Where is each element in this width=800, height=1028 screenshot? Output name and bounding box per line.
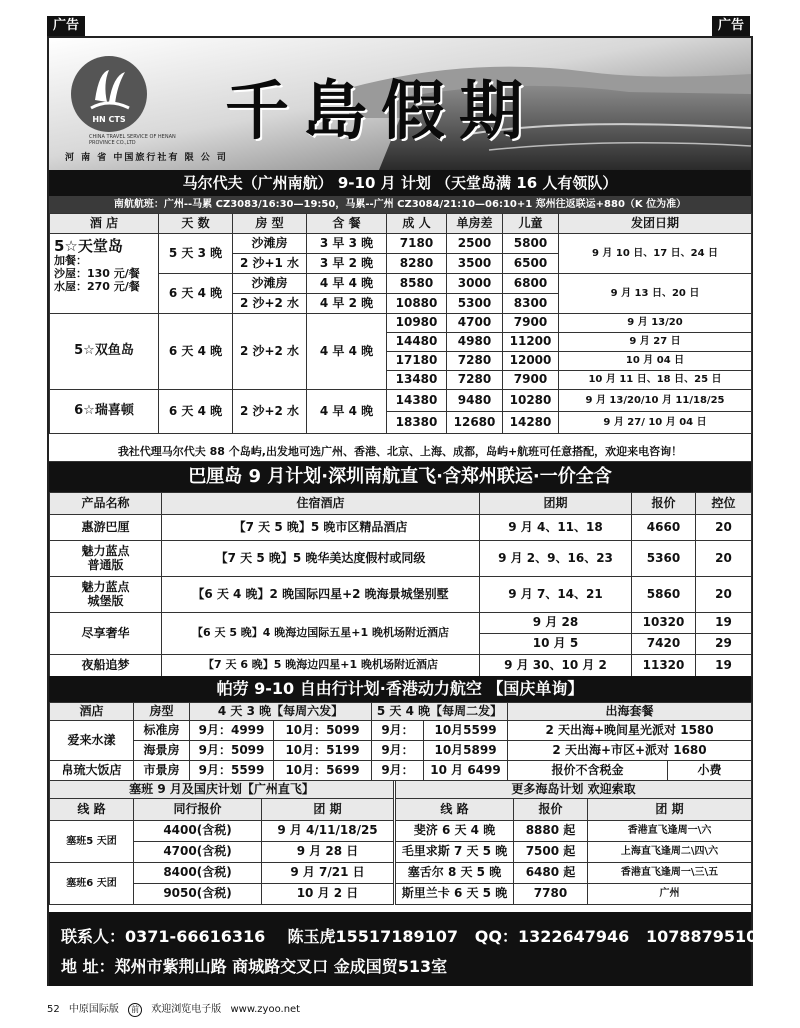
table-row — [50, 761, 752, 781]
table-cell: 6☆瑞喜顿 — [50, 390, 159, 434]
table-cell: 儿童 — [503, 214, 559, 234]
table-cell: 4 早 2 晚 — [307, 294, 387, 314]
table-cell: 9 月 2、9、16、23 — [480, 541, 632, 577]
table-cell: 团 期 — [262, 799, 394, 821]
table-cell: 帛琉大饭店 — [50, 761, 134, 781]
logo-subtitle: CHINA TRAVEL SERVICE OF HENAN PROVINCE CO.,LTD — [89, 134, 176, 146]
company-name: 河 南 省 中国旅行社有 限 公 司 — [65, 153, 228, 163]
hero-title: 千島假期 — [225, 74, 537, 149]
table-cell: 11200 — [503, 333, 559, 352]
table-cell: 10320 — [632, 613, 696, 634]
table-cell: 3000 — [447, 274, 503, 294]
table-cell: 6800 — [503, 274, 559, 294]
table-cell: 6 天 4 晚 — [159, 274, 233, 314]
table-cell: 4 天 3 晚【每周六发】 — [190, 703, 372, 721]
table-cell: 9 月 27/ 10 月 04 日 — [559, 412, 752, 434]
table-cell: 9480 — [447, 390, 503, 412]
badge-icon: 前 — [128, 1003, 142, 1017]
table-cell: 5 天 3 晚 — [159, 234, 233, 274]
table-cell: 20 — [696, 577, 752, 613]
table-cell: 2 沙+2 水 — [233, 294, 307, 314]
contact-phone[interactable]: 0371-66616316 — [125, 927, 266, 946]
table-cell: 12000 — [503, 352, 559, 371]
table-cell: 塞舌尔 8 天 5 晚 — [396, 863, 514, 884]
table-cell: 9 月 7/21 日 — [262, 863, 394, 884]
table-cell: 13480 — [387, 371, 447, 390]
table-cell: 香港直飞逢周一\六 — [588, 821, 752, 842]
table-cell: 团 期 — [588, 799, 752, 821]
maldives-flight: 南航航班：广州--马累 CZ3083/16:30—19:50，马累--广州 CZ3084/21:10—06:10+1 郑州往返联运+880（K 位为准） — [49, 196, 751, 213]
table-cell: 【7 天 6 晚】5 晚海边四星+1 晚机场附近酒店 — [162, 655, 480, 677]
table-cell: 6 天 4 晚 — [159, 314, 233, 390]
table-cell: 8880 起 — [514, 821, 588, 842]
table-row — [50, 541, 752, 577]
table-cell: 9月： — [372, 761, 424, 781]
website-link[interactable]: www.zyoo.net — [230, 1004, 301, 1015]
table-cell: 4 早 4 晚 — [307, 274, 387, 294]
table-cell: 7280 — [447, 371, 503, 390]
table-cell: 5☆双鱼岛 — [50, 314, 159, 390]
table-header-row — [396, 799, 752, 821]
table-cell: 9 月 10 日、17 日、24 日 — [559, 234, 752, 274]
table-row — [396, 863, 752, 884]
table-cell: 9月：4999 — [190, 721, 274, 741]
table-cell: 爱来水漾 — [50, 721, 134, 761]
logo-text: HN CTS — [92, 115, 126, 124]
table-cell: 斐济 6 天 4 晚 — [396, 821, 514, 842]
table-cell: 酒 店 — [50, 214, 159, 234]
table-cell: 发团日期 — [559, 214, 752, 234]
table-cell: 20 — [696, 541, 752, 577]
table-cell: 10 月 2 日 — [262, 884, 394, 905]
table-header-row — [50, 703, 752, 721]
table-cell: 6 天 4 晚 — [159, 390, 233, 434]
table-cell: 3 早 3 晚 — [307, 234, 387, 254]
table-cell: 塞班5 天团 — [50, 821, 134, 863]
table-cell: 房 型 — [233, 214, 307, 234]
table-cell: 小费 — [668, 761, 752, 781]
table-cell: 10 月 11 日、18 日、25 日 — [559, 371, 752, 390]
ad-label-left: 广告 — [47, 16, 85, 36]
table-row — [50, 515, 752, 541]
table-cell: 9 月 4/11/18/25 — [262, 821, 394, 842]
table-cell: 3 早 2 晚 — [307, 254, 387, 274]
table-cell: 4700 — [447, 314, 503, 333]
hotel-paradise: 5☆天堂岛 加餐： 沙屋：130 元/餐 水屋：270 元/餐 — [50, 234, 159, 314]
table-cell: 19 — [696, 613, 752, 634]
table-cell: 9 月 28 日 — [262, 842, 394, 863]
table-row — [396, 821, 752, 842]
table-cell: 10 月 04 日 — [559, 352, 752, 371]
table-cell: 10月：5099 — [274, 721, 372, 741]
table-cell: 标准房 — [134, 721, 190, 741]
table-cell: 6500 — [503, 254, 559, 274]
more-islands-table — [395, 780, 752, 905]
table-cell: 惠游巴厘 — [50, 515, 162, 541]
palau-table — [49, 702, 752, 781]
table-cell: 同行报价 — [134, 799, 262, 821]
table-cell: 4660 — [632, 515, 696, 541]
table-cell: 毛里求斯 7 天 5 晚 — [396, 842, 514, 863]
table-cell: 10月：5699 — [274, 761, 372, 781]
table-cell: 10月5899 — [424, 741, 508, 761]
maldives-table — [49, 213, 752, 434]
table-cell: 4 早 4 晚 — [307, 314, 387, 390]
table-cell: 产品名称 — [50, 493, 162, 515]
table-cell: 10月5599 — [424, 721, 508, 741]
table-cell: 9 月 27 日 — [559, 333, 752, 352]
table-cell: 控位 — [696, 493, 752, 515]
table-cell: 3500 — [447, 254, 503, 274]
table-cell: 14480 — [387, 333, 447, 352]
table-cell: 14380 — [387, 390, 447, 412]
table-row — [396, 842, 752, 863]
table-cell: 4980 — [447, 333, 503, 352]
ad-label-right: 广告 — [712, 16, 750, 36]
table-cell: 塞班6 天团 — [50, 863, 134, 905]
table-cell: 9 月 30、10 月 2 — [480, 655, 632, 677]
table-cell: 市景房 — [134, 761, 190, 781]
table-header-row — [50, 214, 752, 234]
table-cell: 海景房 — [134, 741, 190, 761]
address-line: 地 址：郑州市紫荆山路 商城路交叉口 金成国贸513室 — [61, 957, 448, 976]
table-cell: 团期 — [480, 493, 632, 515]
table-cell: 9月：5599 — [190, 761, 274, 781]
table-cell: 7420 — [632, 634, 696, 655]
table-cell: 住宿酒店 — [162, 493, 480, 515]
table-cell: 8400(含税) — [134, 863, 262, 884]
table-cell: 线 路 — [396, 799, 514, 821]
palau-title: 帕劳 9-10 自由行计划·香港动力航空 【国庆单询】 — [49, 676, 751, 702]
table-cell: 魅力蓝点 普通版 — [50, 541, 162, 577]
table-cell: 20 — [696, 515, 752, 541]
table-cell: 4700(含税) — [134, 842, 262, 863]
table-header-row — [50, 493, 752, 515]
table-cell: 9 月 13 日、20 日 — [559, 274, 752, 314]
table-cell: 香港直飞逢周一\三\五 — [588, 863, 752, 884]
table-cell: 成 人 — [387, 214, 447, 234]
table-cell: 房型 — [134, 703, 190, 721]
table-cell: 9050(含税) — [134, 884, 262, 905]
table-row — [50, 314, 752, 333]
table-cell: 10月：5199 — [274, 741, 372, 761]
table-cell: 2 天出海+晚间星光派对 1580 — [508, 721, 752, 741]
table-cell: 【6 天 4 晚】2 晚国际四星+2 晚海景城堡别墅 — [162, 577, 480, 613]
table-row — [50, 863, 394, 884]
table-cell: 7280 — [447, 352, 503, 371]
table-cell: 2 天出海+市区+派对 1680 — [508, 741, 752, 761]
table-cell: 11320 — [632, 655, 696, 677]
table-cell: 9月： — [372, 741, 424, 761]
table-cell: 9 月 13/20 — [559, 314, 752, 333]
table-cell: 10 月 6499 — [424, 761, 508, 781]
qq-1: 1322647946 — [517, 927, 630, 946]
table-cell: 报价不含税金 — [508, 761, 668, 781]
table-row — [396, 781, 752, 799]
table-cell: 6480 起 — [514, 863, 588, 884]
bali-title: 巴厘岛 9 月计划·深圳南航直飞·含郑州联运·一价全含 — [49, 462, 751, 492]
table-row — [50, 390, 752, 412]
table-row — [50, 781, 394, 799]
table-cell: 8300 — [503, 294, 559, 314]
table-cell: 9 月 7、14、21 — [480, 577, 632, 613]
table-cell: 2500 — [447, 234, 503, 254]
table-cell: 4400(含税) — [134, 821, 262, 842]
table-cell: 天 数 — [159, 214, 233, 234]
table-cell: 上海直飞逢周二\四\六 — [588, 842, 752, 863]
table-cell: 4 早 4 晚 — [307, 390, 387, 434]
table-cell: 5860 — [632, 577, 696, 613]
table-cell: 5300 — [447, 294, 503, 314]
table-cell: 塞班 9 月及国庆计划【广州直飞】 — [50, 781, 394, 799]
page-number: 52 — [47, 1004, 60, 1015]
table-row — [50, 721, 752, 741]
maldives-note: 我社代理马尔代夫 88 个岛屿,出发地可选广州、香港、北京、上海、成都，岛屿+航班可任意搭配，欢迎来电咨询！ — [49, 442, 751, 462]
table-cell: 18380 — [387, 412, 447, 434]
table-cell: 报价 — [632, 493, 696, 515]
table-cell: 9 月 4、11、18 — [480, 515, 632, 541]
table-cell: 29 — [696, 634, 752, 655]
table-cell: 10980 — [387, 314, 447, 333]
table-cell: 沙滩房 — [233, 274, 307, 294]
table-cell: 【6 天 5 晚】4 晚海边国际五星+1 晚机场附近酒店 — [162, 613, 480, 655]
web-text: 欢迎浏览电子版 — [151, 1004, 222, 1015]
qq-2: 1078879510 — [645, 927, 758, 946]
table-cell: 7180 — [387, 234, 447, 254]
table-cell: 7500 起 — [514, 842, 588, 863]
table-cell: 更多海岛计划 欢迎索取 — [396, 781, 752, 799]
table-cell: 线 路 — [50, 799, 134, 821]
table-header-row — [50, 799, 394, 821]
table-row — [50, 741, 752, 761]
hero-banner — [49, 38, 751, 170]
table-cell: 5 天 4 晚【每周二发】 — [372, 703, 508, 721]
saipan-table — [49, 780, 394, 905]
table-cell: 报价 — [514, 799, 588, 821]
table-cell: 夜船追梦 — [50, 655, 162, 677]
table-cell: 9月：5099 — [190, 741, 274, 761]
table-cell: 2 沙+2 水 — [233, 314, 307, 390]
table-cell: 魅力蓝点 城堡版 — [50, 577, 162, 613]
table-cell: 含 餐 — [307, 214, 387, 234]
table-cell: 17180 — [387, 352, 447, 371]
table-row — [396, 884, 752, 905]
table-cell: 斯里兰卡 6 天 5 晚 — [396, 884, 514, 905]
table-row — [50, 821, 394, 842]
address: 郑州市紫荆山路 商城路交叉口 金成国贸513室 — [114, 957, 448, 976]
table-cell: 尽享奢华 — [50, 613, 162, 655]
page-footer — [47, 1000, 753, 1017]
bali-table — [49, 492, 752, 677]
contact-person: 陈玉虎15517189107 — [287, 927, 458, 946]
cts-logo-icon — [69, 54, 149, 134]
table-cell: 5360 — [632, 541, 696, 577]
table-cell: 7900 — [503, 371, 559, 390]
table-cell: 14280 — [503, 412, 559, 434]
table-cell: 【7 天 5 晚】5 晚华美达度假村或同级 — [162, 541, 480, 577]
table-cell: 广州 — [588, 884, 752, 905]
table-cell: 9 月 13/20/10 月 11/18/25 — [559, 390, 752, 412]
table-cell: 9月： — [372, 721, 424, 741]
table-row — [50, 234, 752, 254]
contact-line: 联系人：0371-66616316 陈玉虎15517189107 QQ：1322647946 1078879510 — [61, 927, 758, 946]
table-cell: 10 月 5 — [480, 634, 632, 655]
ad-frame — [47, 36, 758, 986]
table-cell: 7900 — [503, 314, 559, 333]
table-row — [50, 655, 752, 677]
table-cell: 8580 — [387, 274, 447, 294]
contact-bar — [49, 912, 758, 986]
table-cell: 10280 — [503, 390, 559, 412]
table-cell: 沙滩房 — [233, 234, 307, 254]
table-cell: 7780 — [514, 884, 588, 905]
magazine-name: 中原国际版 — [68, 1004, 119, 1015]
table-cell: 9 月 28 — [480, 613, 632, 634]
table-cell: 出海套餐 — [508, 703, 752, 721]
table-cell: 单房差 — [447, 214, 503, 234]
table-row — [50, 613, 752, 634]
table-cell: 8280 — [387, 254, 447, 274]
table-row — [50, 577, 752, 613]
table-cell: 19 — [696, 655, 752, 677]
maldives-title: 马尔代夫（广州南航） 9-10 月 计划 （天堂岛满 16 人有领队） — [49, 170, 751, 196]
table-cell: 酒店 — [50, 703, 134, 721]
table-cell: 【7 天 5 晚】5 晚市区精品酒店 — [162, 515, 480, 541]
table-cell: 12680 — [447, 412, 503, 434]
table-cell: 10880 — [387, 294, 447, 314]
table-cell: 2 沙+2 水 — [233, 390, 307, 434]
table-cell: 5800 — [503, 234, 559, 254]
table-cell: 2 沙+1 水 — [233, 254, 307, 274]
